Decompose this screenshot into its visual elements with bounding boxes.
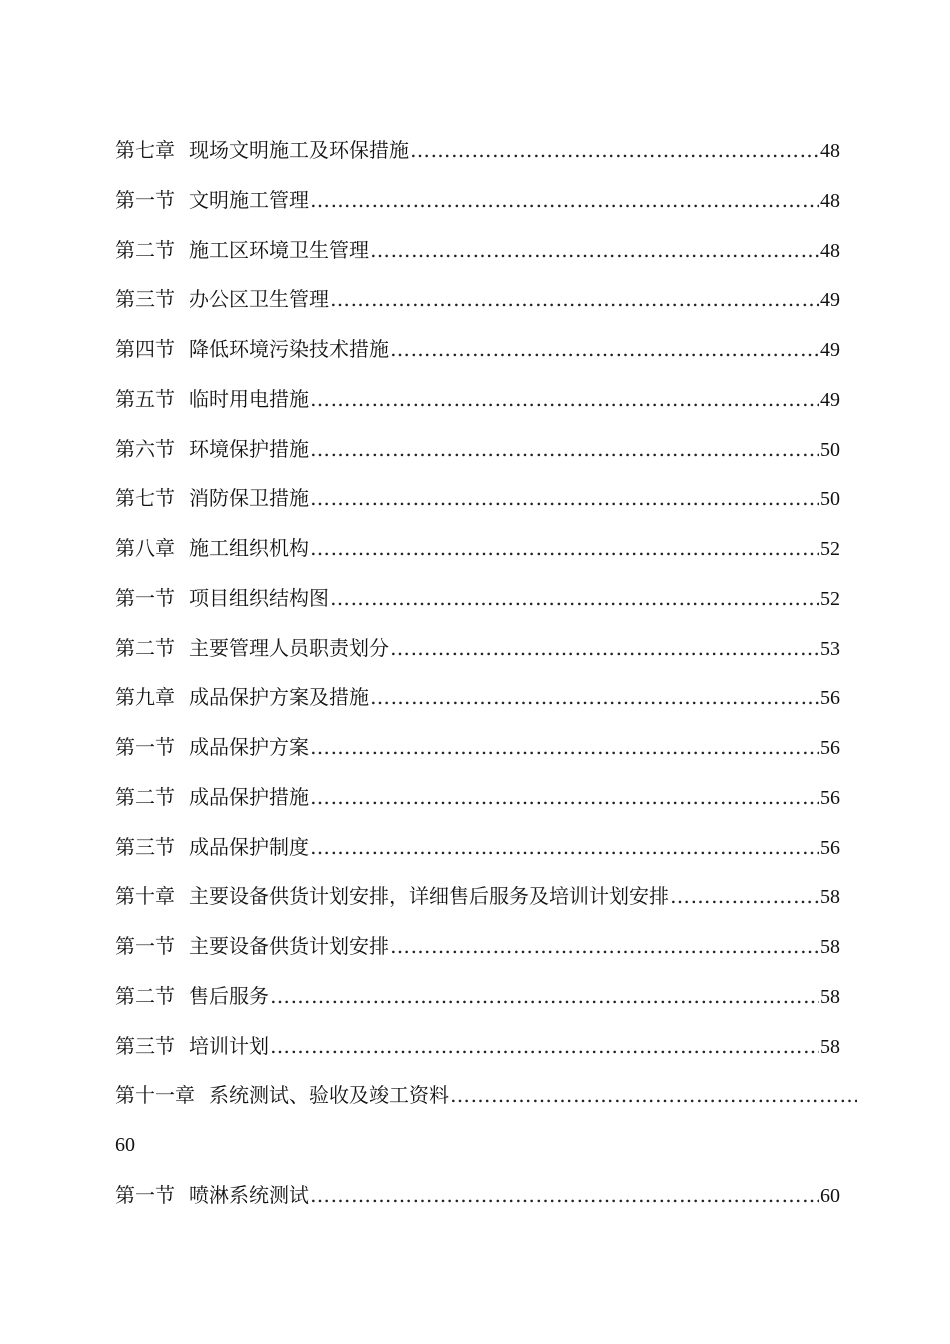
toc-entry-page: 56: [820, 687, 840, 710]
toc-dot-leader: [310, 431, 819, 467]
toc-entry-number: 第五节: [115, 386, 175, 411]
toc-dot-leader: [370, 232, 819, 268]
toc-entry-title: 消防保卫措施: [189, 486, 309, 511]
toc-dot-leader: [370, 679, 819, 715]
toc-entry-title: 环境保护措施: [189, 436, 309, 461]
toc-entry-page: 49: [820, 339, 840, 361]
toc-entry-number: 第一节: [115, 187, 175, 212]
toc-entry-chapter-7[interactable]: [115, 132, 840, 182]
toc-entry-section[interactable]: [115, 331, 840, 381]
toc-entry-number: 第一节: [115, 1182, 175, 1207]
toc-entry-number: 第三节: [115, 1033, 175, 1058]
toc-dot-leader: [310, 381, 819, 417]
toc-entry-title: 主要管理人员职责划分: [189, 635, 389, 660]
toc-entry-number: 第二节: [115, 983, 175, 1008]
toc-entry-page: 60: [820, 1184, 840, 1207]
toc-entry-number: 第九章: [115, 685, 175, 710]
toc-entry-chapter-8[interactable]: [115, 530, 840, 580]
toc-entry-page: 48: [820, 140, 840, 162]
toc-entry-title: 系统测试、验收及竣工资料: [209, 1083, 449, 1108]
toc-entry-number: 第一节: [115, 585, 175, 610]
toc-dot-leader: [270, 978, 819, 1014]
toc-entry-page: 58: [820, 886, 840, 909]
toc-entry-title: 降低环境污染技术措施: [189, 337, 389, 361]
toc-dot-leader: [310, 182, 819, 218]
toc-entry-page: 48: [820, 239, 840, 262]
toc-entry-title: 施工区环境卫生管理: [189, 237, 369, 262]
toc-entry-page: 56: [820, 737, 840, 759]
toc-entry-page: 56: [820, 786, 840, 809]
toc-entry-section[interactable]: [115, 580, 840, 630]
toc-entry-title: 项目组织结构图: [189, 585, 329, 610]
toc-dot-leader: [330, 281, 819, 317]
toc-dot-leader: [390, 630, 819, 666]
toc-dot-leader: [310, 480, 819, 516]
toc-entry-section[interactable]: [115, 281, 840, 331]
toc-dot-leader: [670, 878, 819, 914]
toc-entry-number: 第三节: [115, 287, 175, 312]
toc-entry-title: 成品保护制度: [189, 834, 309, 859]
toc-entry-page: 50: [820, 438, 840, 461]
toc-entry-number: 第二节: [115, 784, 175, 809]
toc-entry-number: 第七节: [115, 486, 175, 511]
toc-entry-section[interactable]: [115, 381, 840, 431]
toc-entry-title: 成品保护方案: [189, 735, 309, 759]
toc-entry-title: 办公区卫生管理: [189, 287, 329, 312]
toc-dot-leader: [410, 132, 819, 168]
toc-dot-leader: [310, 1177, 819, 1213]
toc-entry-page: 52: [820, 538, 840, 560]
toc-entry-section[interactable]: [115, 480, 840, 530]
toc-entry-page: 58: [820, 936, 840, 958]
toc-entry-title: 施工组织机构: [189, 536, 309, 560]
toc-entry-number: 第十一章: [115, 1083, 195, 1108]
toc-dot-leader: [310, 779, 819, 815]
toc-entry-page: 48: [820, 189, 840, 212]
toc-entry-number: 第四节: [115, 337, 175, 361]
toc-entry-section[interactable]: [115, 431, 840, 481]
toc-entry-chapter-11[interactable]: [115, 1077, 857, 1127]
toc-entry-page: 58: [820, 1035, 840, 1058]
toc-entry-title: 培训计划: [189, 1033, 269, 1058]
toc-entry-page: 49: [820, 289, 840, 312]
toc-entry-page: 58: [820, 985, 840, 1008]
toc-entry-number: 第七章: [115, 138, 175, 162]
toc-entry-title: 主要设备供货计划安排: [189, 934, 389, 958]
toc-entry-section[interactable]: [115, 1028, 840, 1078]
toc-entry-section[interactable]: [115, 928, 840, 978]
toc-entry-page: 56: [820, 836, 840, 859]
toc-entry-number: 第二节: [115, 635, 175, 660]
toc-dot-leader: [450, 1077, 857, 1113]
toc-dot-leader: [390, 331, 819, 367]
toc-entry-title: 主要设备供货计划安排，详细售后服务及培训计划安排: [189, 884, 669, 909]
toc-entry-page: 52: [820, 587, 840, 610]
toc-entry-number: 第一节: [115, 934, 175, 958]
toc-dot-leader: [390, 928, 819, 964]
toc-entry-title: 成品保护方案及措施: [189, 685, 369, 710]
toc-entry-section[interactable]: [115, 779, 840, 829]
toc-entry-title: 售后服务: [189, 983, 269, 1008]
toc-entry-section[interactable]: [115, 182, 840, 232]
toc-entry-number: 第二节: [115, 237, 175, 262]
toc-entry-page: 49: [820, 388, 840, 411]
toc-dot-leader: [310, 729, 819, 765]
toc-dot-leader: [310, 829, 819, 865]
toc-entry-page: 60: [115, 1134, 135, 1156]
toc-entry-section[interactable]: [115, 978, 840, 1028]
toc-entry-section[interactable]: [115, 232, 840, 282]
toc-entry-chapter-9[interactable]: [115, 679, 840, 729]
toc-entry-number: 第三节: [115, 834, 175, 859]
toc-entry-title: 喷淋系统测试: [189, 1182, 309, 1207]
toc-entry-number: 第一节: [115, 735, 175, 759]
toc-entry-title: 现场文明施工及环保措施: [189, 138, 409, 162]
toc-dot-leader: [330, 580, 819, 616]
toc-entry-page: 53: [820, 637, 840, 660]
toc-dot-leader: [310, 530, 819, 566]
toc-entry-number: 第六节: [115, 436, 175, 461]
toc-entry-section[interactable]: [115, 829, 840, 879]
toc-entry-title: 文明施工管理: [189, 187, 309, 212]
toc-entry-section[interactable]: [115, 630, 840, 680]
toc-entry-number: 第十章: [115, 884, 175, 909]
toc-entry-chapter-11-page[interactable]: [115, 1127, 840, 1177]
toc-entry-title: 成品保护措施: [189, 784, 309, 809]
toc-entry-chapter-10[interactable]: [115, 878, 840, 928]
toc-entry-section[interactable]: [115, 1177, 840, 1227]
toc-dot-leader: [270, 1028, 819, 1064]
toc-entry-title: 临时用电措施: [189, 386, 309, 411]
table-of-contents: [115, 132, 840, 1227]
toc-entry-page: 50: [820, 488, 840, 511]
toc-entry-number: 第八章: [115, 536, 175, 560]
toc-entry-section[interactable]: [115, 729, 840, 779]
